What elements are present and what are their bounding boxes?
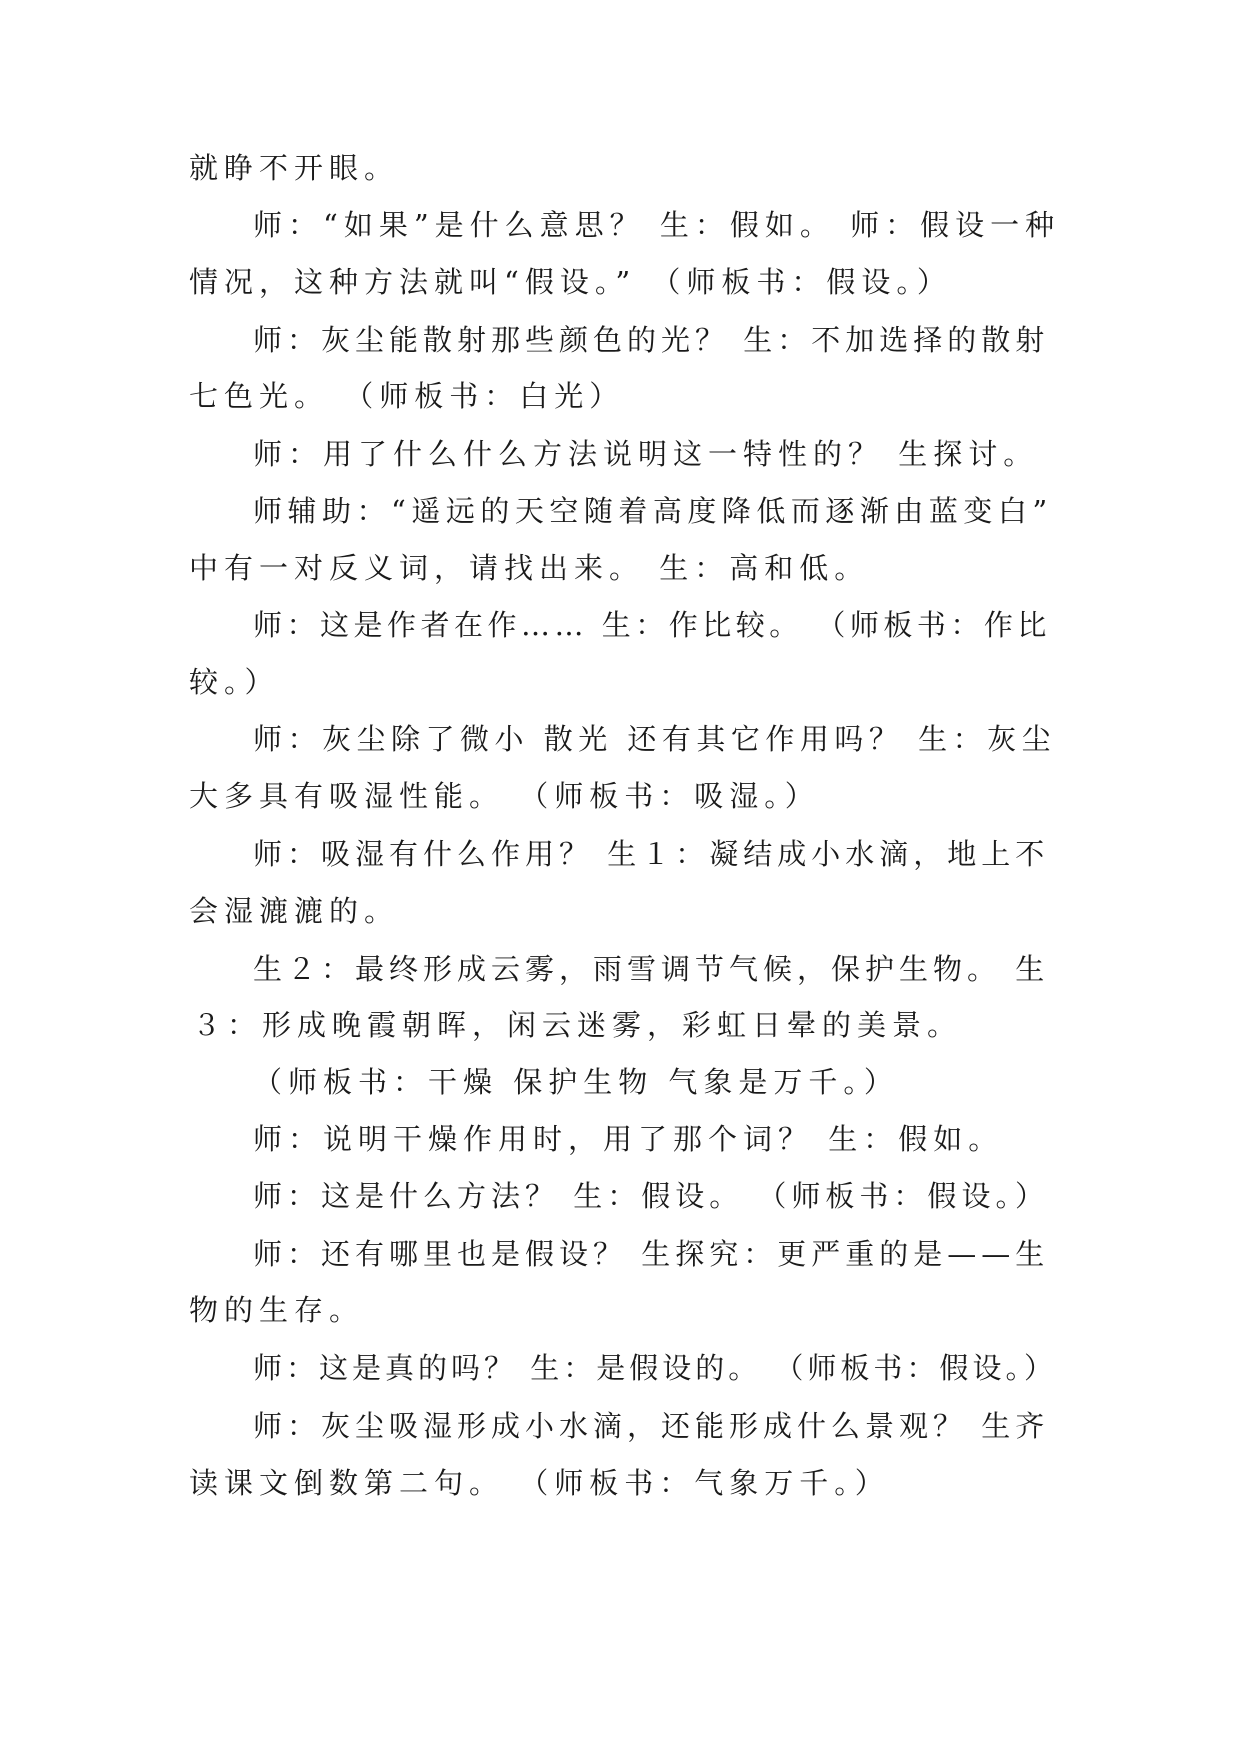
text-line: 师：这是真的吗？ 生：是假设的。 （师板书：假设。） xyxy=(253,1351,1057,1385)
text-line: 物的生存。 xyxy=(189,1293,365,1327)
text-line: 师：用了什么什么方法说明这一特性的？ 生探讨。 xyxy=(253,437,1039,471)
text-line: 师：说明干燥作用时，用了那个词？ 生：假如。 xyxy=(253,1122,1004,1156)
text-line: ３：形成晚霞朝晖，闲云迷雾，彩虹日晕的美景。 xyxy=(192,1008,963,1042)
text-line: 生２：最终形成云雾，雨雪调节气候，保护生物。 生 xyxy=(253,952,1050,986)
text-line: 师：这是什么方法？ 生：假设。 （师板书：假设。） xyxy=(253,1179,1049,1213)
text-line: 师：灰尘能散射那些颜色的光？ 生：不加选择的散射 xyxy=(253,323,1050,357)
text-line: 师：灰尘吸湿形成小水滴，还能形成什么景观？ 生齐 xyxy=(253,1409,1050,1443)
text-line: 师：“如果”是什么意思？ 生：假如。 师：假设一种 xyxy=(253,208,1061,242)
text-line: 会湿漉漉的。 xyxy=(189,894,400,928)
text-line: 师：这是作者在作…… 生：作比较。 （师板书：作比 xyxy=(253,608,1051,642)
text-line: 中有一对反义词，请找出来。 生：高和低。 xyxy=(189,551,870,585)
text-line: 较。） xyxy=(189,665,280,699)
text-line: 师：吸湿有什么作用？ 生１：凝结成小水滴，地上不 xyxy=(253,837,1050,871)
text-line: 师辅助：“遥远的天空随着高度降低而逐渐由蓝变白” xyxy=(253,494,1053,528)
text-line: 读课文倒数第二句。 （师板书：气象万千。） xyxy=(189,1466,890,1500)
text-line: 师：还有哪里也是假设？ 生探究：更严重的是——生 xyxy=(253,1237,1050,1271)
text-line: 就睁不开眼。 xyxy=(189,151,400,185)
text-line: （师板书：干燥 保护生物 气象是万千。） xyxy=(253,1065,899,1099)
text-line: 师：灰尘除了微小 散光 还有其它作用吗？ 生：灰尘 xyxy=(253,722,1057,756)
text-line: 七色光。 （师板书：白光） xyxy=(189,379,625,413)
text-line: 大多具有吸湿性能。 （师板书：吸湿。） xyxy=(189,779,820,813)
text-line: 情况，这种方法就叫“假设。” （师板书：假设。） xyxy=(189,265,952,299)
